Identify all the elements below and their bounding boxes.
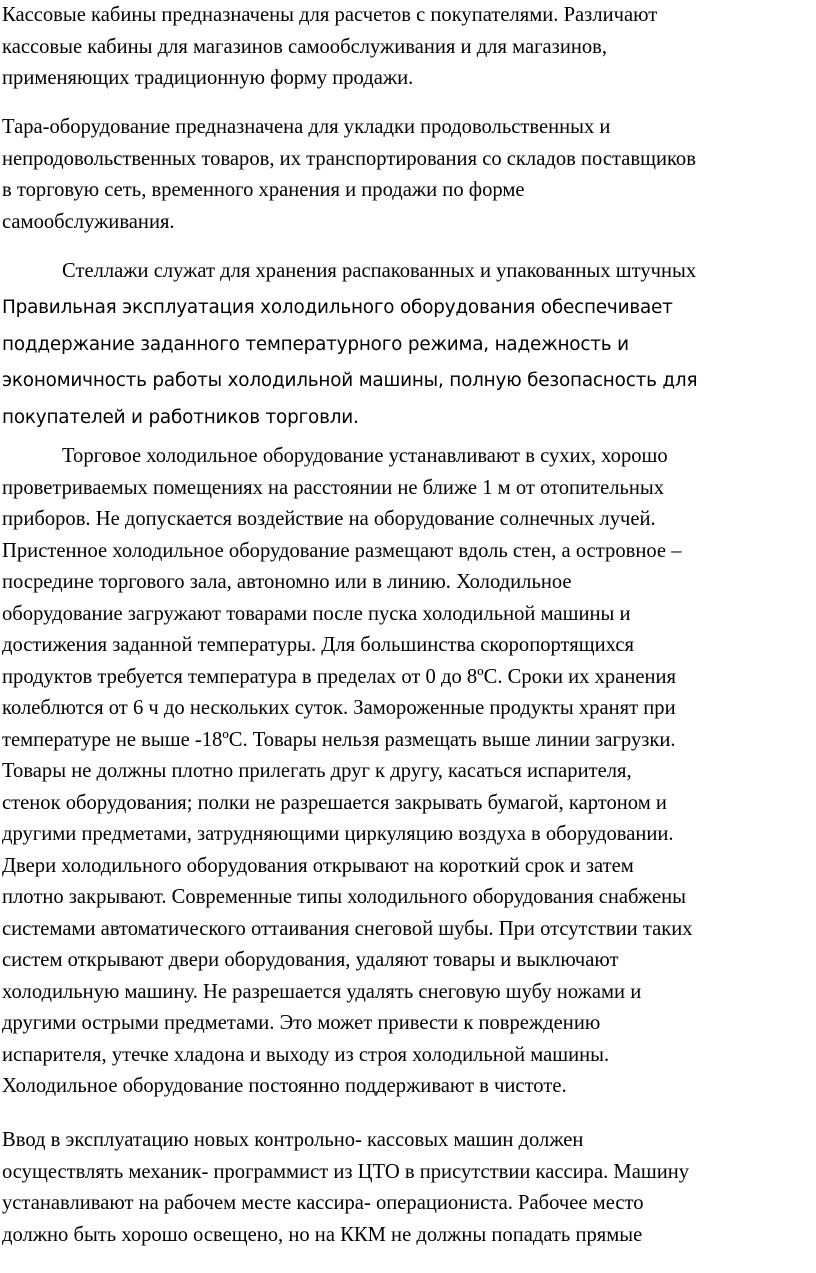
text-line: продуктов требуется температура в пределах от 0 до 8ºС. Сроки их хранения bbox=[2, 665, 677, 688]
text-line: Торговое холодильное оборудование устанавливают в сухих, хорошо bbox=[62, 445, 668, 467]
paragraph-cash-booths bbox=[0, 0, 816, 95]
text-line: Ввод в эксплуатацию новых контрольно- кассовых машин должен bbox=[2, 1129, 584, 1151]
text-line: Товары не должны плотно прилегать друг к другу, касаться испарителя, bbox=[2, 760, 632, 782]
text-line: другими острыми предметами. Это может привести к повреждению bbox=[2, 1012, 601, 1034]
text-line: температуре не выше -18ºС. Товары нельзя размещать выше линии загрузки. bbox=[2, 728, 676, 751]
text-line: применяющих традиционную форму продажи. bbox=[2, 67, 414, 89]
text-line: покупателей и работников торговли. bbox=[2, 406, 359, 428]
text-line: поддержание заданного температурного режима, надежность и bbox=[2, 333, 629, 355]
text-line: осуществлять механик- программист из ЦТО в присутствии кассира. Машину bbox=[2, 1160, 690, 1183]
text-line: Правильная эксплуатация холодильного оборудования обеспечивает bbox=[2, 297, 673, 318]
text-line: Пристенное холодильное оборудование размещают вдоль стен, а островное – bbox=[2, 539, 682, 562]
text-line: приборов. Не допускается воздействие на оборудование солнечных лучей. bbox=[2, 508, 656, 530]
paragraph-shelving bbox=[0, 256, 816, 288]
text-line: Тара-оборудование предназначена для укладки продовольственных и bbox=[2, 116, 611, 138]
text-line: экономичность работы холодильной машины, полную безопасность для bbox=[2, 370, 698, 391]
text-line: оборудование загружают товарами после пуска холодильной машины и bbox=[2, 602, 631, 625]
text-line: посредине торгового зала, автономно или в линию. Холодильное bbox=[2, 571, 572, 593]
text-line: другими предметами, затрудняющими циркуляцию воздуха в оборудовании. bbox=[2, 823, 674, 845]
paragraph-container-equipment bbox=[0, 112, 816, 238]
text-line: испарителя, утечке хладона и выходу из строя холодильной машины. bbox=[2, 1043, 610, 1066]
text-line: проветриваемых помещениях на расстоянии не ближе 1 м от отопительных bbox=[2, 476, 665, 499]
text-line: холодильную машину. Не разрешается удалять снеговую шубу ножами и bbox=[2, 980, 642, 1003]
text-line: кассовые кабины для магазинов самообслуживания и для магазинов, bbox=[2, 35, 608, 58]
text-line: системами автоматического оттаивания снеговой шубы. При отсутствии таких bbox=[2, 917, 693, 940]
text-line: плотно закрывают. Современные типы холодильного оборудования снабжены bbox=[2, 886, 686, 908]
text-line: колеблются от 6 ч до нескольких суток. Замороженные продукты хранят при bbox=[2, 697, 676, 719]
text-line: Кассовые кабины предназначены для расчетов с покупателями. Различают bbox=[2, 4, 658, 26]
text-line: устанавливают на рабочем месте кассира- операциониста. Рабочее место bbox=[2, 1192, 644, 1214]
paragraph-refrigeration-operation bbox=[0, 290, 816, 436]
text-line: самообслуживания. bbox=[2, 210, 175, 233]
text-line: непродовольственных товаров, их транспортирования со складов поставщиков bbox=[2, 147, 696, 170]
paragraph-refrigeration-installation bbox=[0, 441, 816, 1103]
text-line: Стеллажи служат для хранения распакованных и упакованных штучных bbox=[62, 260, 697, 282]
text-line: должно быть хорошо освещено, но на ККМ не должны попадать прямые bbox=[2, 1223, 643, 1246]
text-line: стенок оборудования; полки не разрешается закрывать бумагой, картоном и bbox=[2, 791, 667, 814]
paragraph-cash-register-commissioning bbox=[0, 1125, 816, 1251]
text-line: в торговую сеть, временного хранения и продажи по форме bbox=[2, 179, 525, 201]
text-line: систем открывают двери оборудования, удаляют товары и выключают bbox=[2, 949, 619, 971]
text-line: Двери холодильного оборудования открывают на короткий срок и затем bbox=[2, 854, 634, 877]
text-line: Холодильное оборудование постоянно поддерживают в чистоте. bbox=[2, 1075, 567, 1097]
text-line: достижения заданной температуры. Для большинства скоропортящихся bbox=[2, 634, 634, 656]
